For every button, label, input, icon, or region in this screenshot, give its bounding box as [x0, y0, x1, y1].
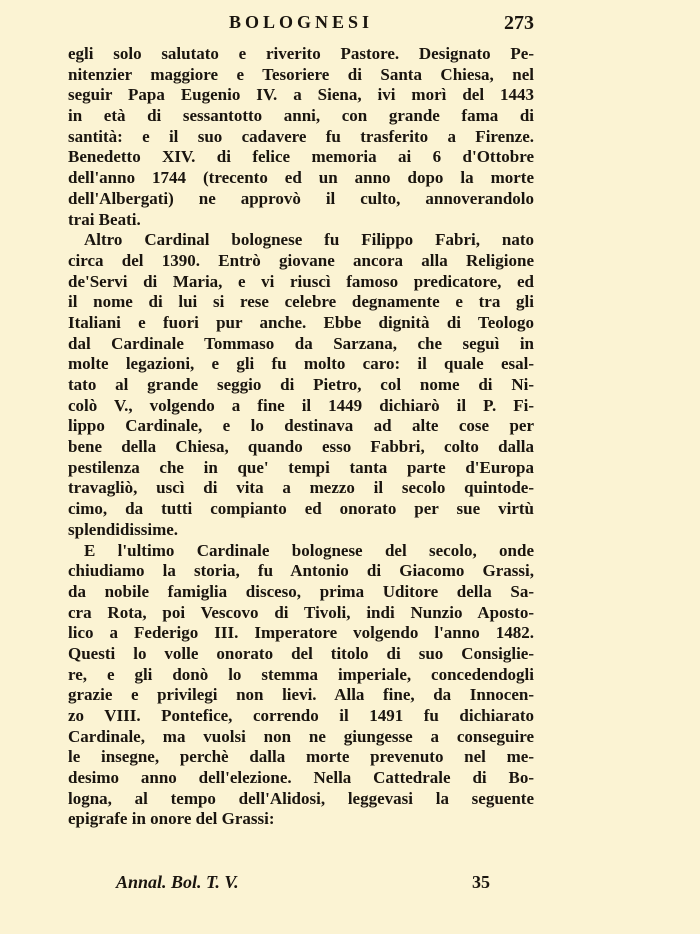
text-line: bene della Chiesa, quando esso Fabbri, colto dalla [68, 437, 534, 457]
text-line: dal Cardinale Tommaso da Sarzana, che seguì in [68, 333, 534, 353]
paragraph-3 [68, 541, 534, 831]
text-line: Cardinale, ma vuolsi non ne giungesse a conseguire [68, 726, 534, 746]
text-line: tato al grande seggio di Pietro, col nome di Ni- [68, 375, 534, 394]
text-line: zo VIII. Pontefice, correndo il 1491 fu dichiarato [68, 706, 534, 725]
paragraph-2 [68, 230, 534, 540]
signature-mark: Annal. Bol. T. V. [116, 872, 239, 892]
text-line: santità: e il suo cadavere fu trasferito a Firenze. [68, 126, 534, 146]
text-line: dell'Albergati) ne approvò il culto, annoverandolo [68, 188, 534, 208]
text-line: cra Rota, poi Vescovo di Tivoli, indi Nunzio Aposto- [68, 602, 534, 622]
text-line: re, e gli donò lo stemma imperiale, concedendogli [68, 664, 534, 684]
text-line: in età di sessantotto anni, con grande fama di [68, 106, 534, 126]
page-number: 273 [504, 12, 534, 34]
text-line: lico a Federigo III. Imperatore volgendo l'anno 1482. [68, 623, 534, 643]
text-line: lippo Cardinale, e lo destinava ad alte cose per [68, 416, 534, 436]
page-footer [116, 872, 496, 898]
text-line: pestilenza che in que' tempi tanta parte d'Europa [68, 457, 534, 477]
text-line: trai Beati. [68, 209, 141, 229]
text-line: molte legazioni, e gli fu molto caro: il quale esal- [68, 354, 534, 374]
text-line: circa del 1390. Entrò giovane ancora alla Religione [68, 250, 534, 270]
text-line: egli solo salutato e riverito Pastore. Designato Pe- [68, 44, 534, 63]
text-line: splendidissime. [68, 519, 179, 539]
text-line: travagliò, uscì di vita a mezzo il secolo quintode- [68, 478, 534, 498]
text-line: Altro Cardinal bolognese fu Filippo Fabri, nato [84, 230, 534, 250]
body-text [68, 44, 534, 830]
text-line: cimo, da tutti compianto ed onorato per sue virtù [68, 499, 534, 519]
text-line: Benedetto XIV. di felice memoria ai 6 d'Ottobre [68, 147, 534, 167]
text-line: desimo anno dell'elezione. Nella Cattedrale di Bo- [68, 768, 534, 788]
signature-number: 35 [472, 872, 490, 892]
text-line: le insegne, perchè dalla morte prevenuto nel me- [68, 747, 534, 767]
text-line: logna, al tempo dell'Alidosi, leggevasi la seguente [68, 788, 534, 808]
text-line: il nome di lui si rese celebre degnamente e tra gli [68, 292, 534, 312]
text-line: de'Servi di Maria, e vi riuscì famoso predicatore, ed [68, 271, 534, 291]
text-line: seguir Papa Eugenio IV. a Siena, ivi morì del 1443 [68, 85, 534, 105]
text-line: E l'ultimo Cardinale bolognese del secolo, onde [84, 540, 534, 560]
text-line: da nobile famiglia disceso, prima Uditore della Sa- [68, 581, 534, 601]
text-line: epigrafe in onore del Grassi: [68, 809, 275, 829]
text-line: nitenzier maggiore e Tesoriere di Santa Chiesa, nel [68, 64, 534, 84]
paragraph-1 [68, 44, 534, 230]
text-line: chiudiamo la storia, fu Antonio di Giacomo Grassi, [68, 561, 534, 581]
text-line: Italiani e fuori pur anche. Ebbe dignità di Teologo [68, 312, 534, 332]
running-head: BOLOGNESI [228, 12, 374, 32]
text-line: grazie e privilegi non lievi. Alla fine, da Innocen- [68, 685, 534, 705]
page-header [68, 12, 534, 38]
text-line: colò V., volgendo a fine il 1449 dichiarò il P. Fi- [68, 395, 534, 415]
text-line: dell'anno 1744 (trecento ed un anno dopo la morte [68, 168, 534, 188]
text-line: Questi lo volle onorato del titolo di suo Consiglie- [68, 643, 534, 663]
